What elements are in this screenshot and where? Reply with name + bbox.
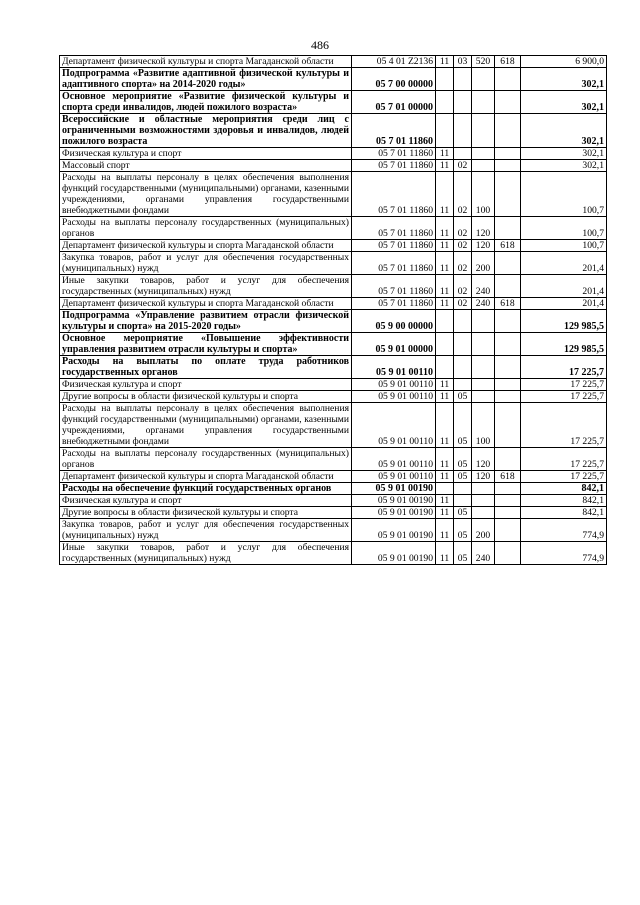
row-name: Физическая культура и спорт	[60, 379, 352, 391]
row-name: Департамент физической культуры и спорта Магаданской области	[60, 471, 352, 483]
row-rz: 11	[436, 495, 454, 507]
row-pr: 02	[454, 275, 472, 298]
row-vr: 120	[472, 471, 495, 483]
row-sum: 17 225,7	[521, 391, 607, 403]
row-pr	[454, 68, 472, 91]
row-sum: 302,1	[521, 114, 607, 148]
row-rz: 11	[436, 172, 454, 217]
row-name: Закупка товаров, работ и услуг для обеспечения государственных (муниципальных) нужд	[60, 252, 352, 275]
row-grbs	[495, 448, 521, 471]
row-sum: 17 225,7	[521, 471, 607, 483]
table-row	[60, 114, 607, 148]
row-rz: 11	[436, 56, 454, 68]
row-name: Другие вопросы в области физической культуры и спорта	[60, 507, 352, 519]
row-grbs	[495, 391, 521, 403]
row-pr: 02	[454, 240, 472, 252]
row-csr: 05 9 01 00190	[352, 507, 436, 519]
row-grbs	[495, 91, 521, 114]
row-rz: 11	[436, 403, 454, 448]
row-grbs	[495, 275, 521, 298]
row-sum: 302,1	[521, 91, 607, 114]
row-csr: 05 7 01 11860	[352, 240, 436, 252]
row-rz: 11	[436, 542, 454, 565]
row-csr: 05 9 01 00190	[352, 495, 436, 507]
row-sum: 17 225,7	[521, 379, 607, 391]
row-rz: 11	[436, 379, 454, 391]
row-sum: 842,1	[521, 483, 607, 495]
table-row	[60, 403, 607, 448]
row-pr: 05	[454, 403, 472, 448]
row-grbs	[495, 172, 521, 217]
row-pr	[454, 310, 472, 333]
row-rz: 11	[436, 519, 454, 542]
row-name: Расходы на выплаты персоналу в целях обеспечения выполнения функций государственными (муниципальными) органами, казенными учреждениями, органами управления государственными внебюджетными фондами	[60, 403, 352, 448]
row-sum: 201,4	[521, 275, 607, 298]
row-pr	[454, 495, 472, 507]
row-name: Расходы на выплаты персоналу в целях обеспечения выполнения функций государственными (муниципальными) органами, казенными учреждениями, органами управления государственными внебюджетными фондами	[60, 172, 352, 217]
table-row	[60, 391, 607, 403]
row-pr	[454, 114, 472, 148]
row-grbs	[495, 114, 521, 148]
row-csr: 05 9 01 00190	[352, 542, 436, 565]
row-grbs	[495, 495, 521, 507]
row-vr	[472, 391, 495, 403]
row-csr: 05 9 01 00190	[352, 519, 436, 542]
row-grbs	[495, 68, 521, 91]
row-pr: 02	[454, 160, 472, 172]
row-rz: 11	[436, 471, 454, 483]
row-name: Закупка товаров, работ и услуг для обеспечения государственных (муниципальных) нужд	[60, 519, 352, 542]
row-csr: 05 9 01 00110	[352, 448, 436, 471]
row-vr: 520	[472, 56, 495, 68]
table-row	[60, 56, 607, 68]
row-sum: 302,1	[521, 160, 607, 172]
row-vr	[472, 91, 495, 114]
table-row	[60, 483, 607, 495]
row-name: Всероссийские и областные мероприятия среди лиц с ограниченными возможностями здоровья и инвалидов, людей пожилого возраста	[60, 114, 352, 148]
row-csr: 05 7 01 00000	[352, 91, 436, 114]
table-row	[60, 91, 607, 114]
row-pr: 05	[454, 507, 472, 519]
table-row	[60, 240, 607, 252]
row-name: Расходы на выплаты по оплате труда работников государственных органов	[60, 356, 352, 379]
row-rz: 11	[436, 252, 454, 275]
row-csr: 05 9 01 00110	[352, 391, 436, 403]
row-sum: 100,7	[521, 217, 607, 240]
row-rz	[436, 91, 454, 114]
row-rz	[436, 356, 454, 379]
row-grbs: 618	[495, 471, 521, 483]
row-rz: 11	[436, 160, 454, 172]
row-name: Подпрограмма «Управление развитием отрасли физической культуры и спорта» на 2015-2020 годы»	[60, 310, 352, 333]
row-vr	[472, 356, 495, 379]
row-grbs	[495, 333, 521, 356]
row-sum: 17 225,7	[521, 356, 607, 379]
row-sum: 100,7	[521, 240, 607, 252]
row-name: Основное мероприятие «Повышение эффективности управления развитием отрасли культуры и спорта»	[60, 333, 352, 356]
table-row	[60, 160, 607, 172]
row-vr	[472, 68, 495, 91]
row-name: Расходы на выплаты персоналу государственных (муниципальных) органов	[60, 217, 352, 240]
row-rz	[436, 333, 454, 356]
row-pr: 05	[454, 519, 472, 542]
table-row	[60, 356, 607, 379]
row-name: Другие вопросы в области физической культуры и спорта	[60, 391, 352, 403]
row-pr: 05	[454, 391, 472, 403]
page-number: 486	[311, 38, 329, 52]
row-vr	[472, 483, 495, 495]
row-sum: 201,4	[521, 298, 607, 310]
row-vr	[472, 114, 495, 148]
row-rz: 11	[436, 391, 454, 403]
row-vr: 100	[472, 403, 495, 448]
row-rz	[436, 310, 454, 333]
row-name: Основное мероприятие «Развитие физической культуры и спорта среди инвалидов, людей пожилого возраста»	[60, 91, 352, 114]
table-row	[60, 448, 607, 471]
row-sum: 842,1	[521, 507, 607, 519]
row-grbs	[495, 507, 521, 519]
row-name: Департамент физической культуры и спорта Магаданской области	[60, 298, 352, 310]
row-name: Расходы на выплаты персоналу государственных (муниципальных) органов	[60, 448, 352, 471]
table-row	[60, 471, 607, 483]
row-pr: 02	[454, 217, 472, 240]
table-row	[60, 217, 607, 240]
row-pr: 02	[454, 252, 472, 275]
row-csr: 05 7 01 11860	[352, 275, 436, 298]
row-csr: 05 7 01 11860	[352, 298, 436, 310]
row-rz: 11	[436, 507, 454, 519]
row-grbs: 618	[495, 240, 521, 252]
row-pr	[454, 148, 472, 160]
row-csr: 05 7 01 11860	[352, 114, 436, 148]
row-pr	[454, 483, 472, 495]
row-sum: 129 985,5	[521, 333, 607, 356]
row-csr: 05 7 00 00000	[352, 68, 436, 91]
row-pr	[454, 333, 472, 356]
table-row	[60, 298, 607, 310]
row-sum: 17 225,7	[521, 448, 607, 471]
row-name: Физическая культура и спорт	[60, 495, 352, 507]
row-vr: 240	[472, 542, 495, 565]
row-csr: 05 9 01 00110	[352, 403, 436, 448]
row-sum: 17 225,7	[521, 403, 607, 448]
row-csr: 05 7 01 11860	[352, 160, 436, 172]
table-row	[60, 148, 607, 160]
table-row	[60, 507, 607, 519]
row-rz: 11	[436, 240, 454, 252]
row-rz: 11	[436, 148, 454, 160]
row-name: Массовый спорт	[60, 160, 352, 172]
table-row	[60, 519, 607, 542]
row-grbs: 618	[495, 298, 521, 310]
row-pr: 05	[454, 471, 472, 483]
row-rz	[436, 114, 454, 148]
row-grbs	[495, 379, 521, 391]
row-grbs	[495, 403, 521, 448]
row-name: Расходы на обеспечение функций государственных органов	[60, 483, 352, 495]
row-csr: 05 7 01 11860	[352, 217, 436, 240]
row-sum: 129 985,5	[521, 310, 607, 333]
table-row	[60, 68, 607, 91]
row-grbs	[495, 160, 521, 172]
row-vr: 240	[472, 275, 495, 298]
table-row	[60, 333, 607, 356]
row-name: Департамент физической культуры и спорта Магаданской области	[60, 56, 352, 68]
row-csr: 05 4 01 Z2136	[352, 56, 436, 68]
row-grbs	[495, 519, 521, 542]
row-sum: 201,4	[521, 252, 607, 275]
budget-table	[59, 55, 607, 565]
row-pr	[454, 91, 472, 114]
row-sum: 302,1	[521, 68, 607, 91]
row-rz: 11	[436, 217, 454, 240]
row-rz: 11	[436, 298, 454, 310]
table-row	[60, 275, 607, 298]
row-sum: 842,1	[521, 495, 607, 507]
row-rz: 11	[436, 275, 454, 298]
row-vr: 120	[472, 240, 495, 252]
row-grbs	[495, 310, 521, 333]
table-row	[60, 172, 607, 217]
row-csr: 05 9 01 00110	[352, 379, 436, 391]
row-sum: 100,7	[521, 172, 607, 217]
table-row	[60, 252, 607, 275]
row-grbs	[495, 356, 521, 379]
row-pr: 02	[454, 298, 472, 310]
row-name: Физическая культура и спорт	[60, 148, 352, 160]
row-csr: 05 9 00 00000	[352, 310, 436, 333]
row-csr: 05 9 01 00110	[352, 356, 436, 379]
row-grbs	[495, 148, 521, 160]
row-csr: 05 7 01 11860	[352, 148, 436, 160]
row-sum: 774,9	[521, 542, 607, 565]
row-sum: 6 900,0	[521, 56, 607, 68]
row-vr: 100	[472, 172, 495, 217]
row-pr	[454, 356, 472, 379]
table-row	[60, 495, 607, 507]
row-pr: 02	[454, 172, 472, 217]
row-pr	[454, 379, 472, 391]
row-csr: 05 7 01 11860	[352, 252, 436, 275]
row-vr: 120	[472, 448, 495, 471]
row-csr: 05 9 01 00190	[352, 483, 436, 495]
row-sum: 774,9	[521, 519, 607, 542]
row-vr: 120	[472, 217, 495, 240]
row-csr: 05 7 01 11860	[352, 172, 436, 217]
row-vr: 240	[472, 298, 495, 310]
row-vr	[472, 310, 495, 333]
row-csr: 05 9 01 00110	[352, 471, 436, 483]
row-grbs: 618	[495, 56, 521, 68]
row-vr	[472, 495, 495, 507]
row-vr: 200	[472, 252, 495, 275]
row-vr: 200	[472, 519, 495, 542]
row-grbs	[495, 483, 521, 495]
row-vr	[472, 148, 495, 160]
row-pr: 05	[454, 448, 472, 471]
row-grbs	[495, 252, 521, 275]
row-grbs	[495, 542, 521, 565]
row-name: Подпрограмма «Развитие адаптивной физической культуры и адаптивного спорта» на 2014-2020 годы»	[60, 68, 352, 91]
table-row	[60, 542, 607, 565]
row-rz: 11	[436, 448, 454, 471]
row-vr	[472, 507, 495, 519]
row-vr	[472, 333, 495, 356]
row-grbs	[495, 217, 521, 240]
row-vr	[472, 379, 495, 391]
table-row	[60, 310, 607, 333]
row-name: Иные закупки товаров, работ и услуг для обеспечения государственных (муниципальных) нужд	[60, 542, 352, 565]
row-pr: 03	[454, 56, 472, 68]
row-sum: 302,1	[521, 148, 607, 160]
row-vr	[472, 160, 495, 172]
table-row	[60, 379, 607, 391]
row-name: Департамент физической культуры и спорта Магаданской области	[60, 240, 352, 252]
row-rz	[436, 483, 454, 495]
row-csr: 05 9 01 00000	[352, 333, 436, 356]
row-name: Иные закупки товаров, работ и услуг для обеспечения государственных (муниципальных) нужд	[60, 275, 352, 298]
row-pr: 05	[454, 542, 472, 565]
row-rz	[436, 68, 454, 91]
